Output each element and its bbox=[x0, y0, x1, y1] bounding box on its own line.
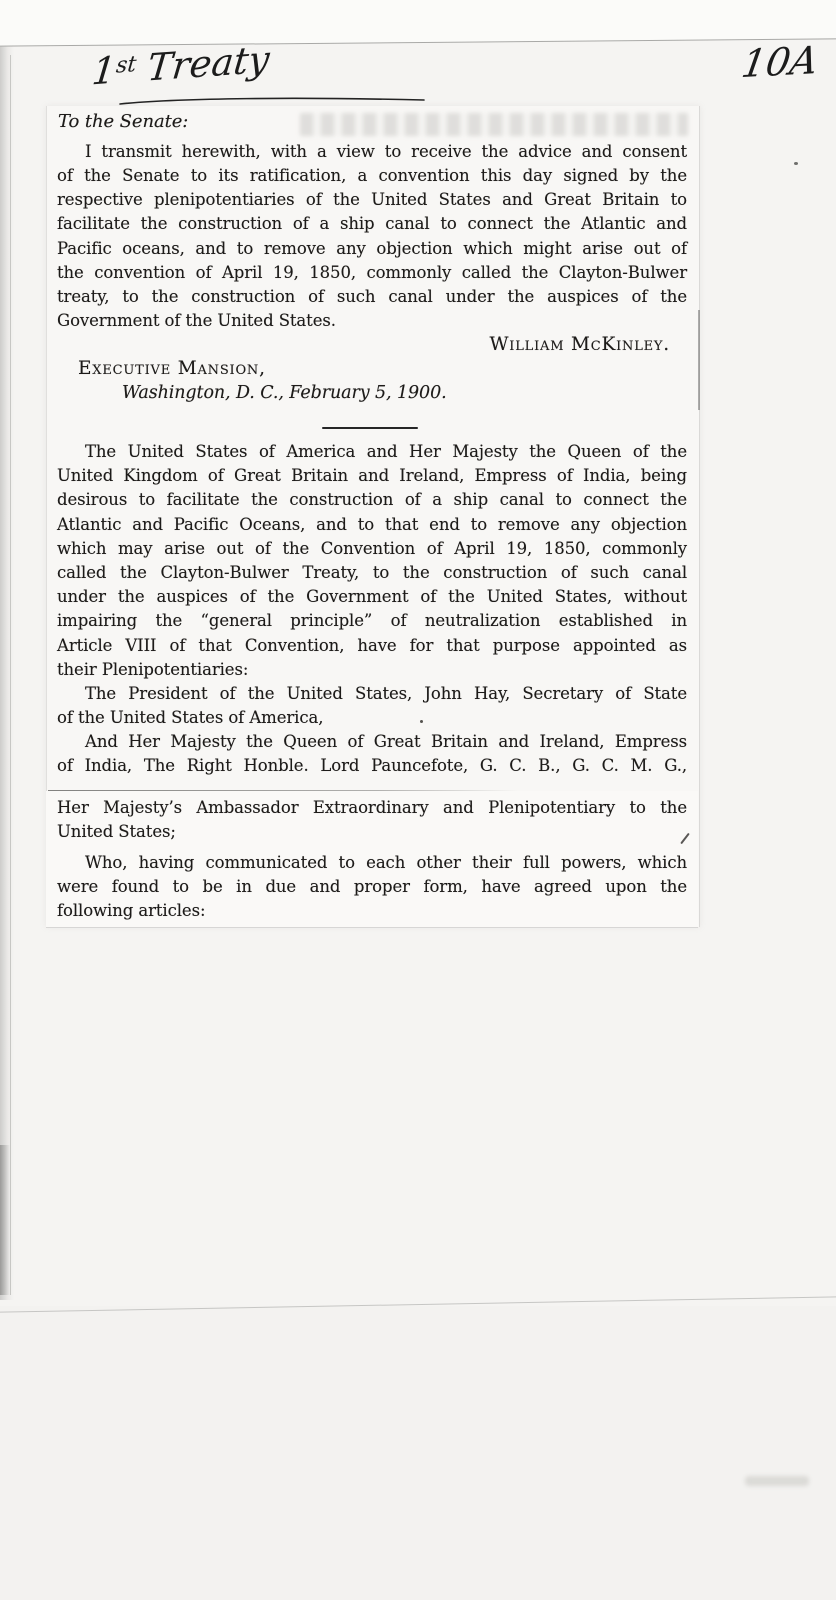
letter-line: respective plenipotentiaries of the United States and Great Britain to bbox=[57, 190, 687, 209]
signature: William McKinley. bbox=[489, 334, 670, 355]
letter-line: of the Senate to its ratification, a convention this day signed by the bbox=[57, 166, 687, 185]
treaty-line: under the auspices of the Government of the United States, without bbox=[57, 587, 687, 606]
overlapping-top-sheet bbox=[0, 0, 836, 47]
title-word: Treaty bbox=[145, 37, 272, 90]
treaty-line: Article VIII of that Convention, have for that purpose appointed as bbox=[57, 636, 687, 655]
treaty-line: of the United States of America, bbox=[57, 708, 324, 727]
faint-smudge bbox=[745, 1476, 809, 1486]
clipping-right-edge-shadow bbox=[698, 310, 700, 410]
treaty-line: were found to be in due and proper form, have agreed upon the bbox=[57, 877, 687, 896]
title-ordinal: st bbox=[114, 51, 138, 79]
page-left-shadow bbox=[0, 42, 14, 1300]
treaty-line: United States; bbox=[57, 822, 176, 841]
letter-line: the convention of April 19, 1850, commonly called the Clayton-Bulwer bbox=[57, 263, 687, 282]
letter-line: I transmit herewith, with a view to receive the advice and consent bbox=[85, 142, 687, 161]
page-left-edge-line bbox=[10, 55, 11, 1295]
place-line: Executive Mansion, bbox=[78, 358, 266, 379]
page-left-dark-edge bbox=[0, 1145, 10, 1295]
treaty-line: impairing the “general principle” of neutralization established in bbox=[57, 611, 687, 630]
treaty-line: desirous to facilitate the construction of a ship canal to connect the bbox=[57, 490, 687, 509]
treaty-line: And Her Majesty the Queen of Great Britain and Ireland, Empress bbox=[85, 732, 687, 751]
clipping-seam-line bbox=[48, 790, 518, 791]
date-line: Washington, D. C., February 5, 1900. bbox=[122, 383, 447, 403]
section-divider-rule bbox=[322, 427, 418, 429]
handwritten-underline-flourish bbox=[118, 94, 428, 108]
treaty-line: following articles: bbox=[57, 901, 206, 920]
letter-line: Pacific oceans, and to remove any objection which might arise out of bbox=[57, 239, 687, 258]
print-speck bbox=[420, 720, 423, 723]
salutation: To the Senate: bbox=[58, 111, 189, 132]
underlying-page bbox=[0, 1306, 836, 1600]
ink-bleed-through bbox=[300, 113, 688, 136]
treaty-line: which may arise out of the Convention of April 19, 1850, commonly bbox=[57, 539, 687, 558]
handwritten-catalog-mark: 10A bbox=[738, 37, 822, 87]
title-numeral: 1 bbox=[89, 48, 118, 94]
treaty-line: of India, The Right Honble. Lord Pauncefote, G. C. B., G. C. M. G., bbox=[57, 756, 687, 775]
treaty-line: Who, having communicated to each other their full powers, which bbox=[85, 853, 687, 872]
treaty-line: Atlantic and Pacific Oceans, and to that end to remove any objection bbox=[57, 515, 687, 534]
paper-speck bbox=[794, 162, 798, 165]
letter-line: treaty, to the construction of such canal under the auspices of the bbox=[57, 287, 687, 306]
letter-line: Government of the United States. bbox=[57, 311, 336, 330]
treaty-line: United Kingdom of Great Britain and Ireland, Empress of India, being bbox=[57, 466, 687, 485]
treaty-line: called the Clayton-Bulwer Treaty, to the construction of such canal bbox=[57, 563, 687, 582]
treaty-line: Her Majesty’s Ambassador Extraordinary and Plenipotentiary to the bbox=[57, 798, 687, 817]
letter-line: facilitate the construction of a ship canal to connect the Atlantic and bbox=[57, 214, 687, 233]
treaty-line: The President of the United States, John Hay, Secretary of State bbox=[85, 684, 687, 703]
treaty-line: their Plenipotentiaries: bbox=[57, 660, 249, 679]
treaty-line: The United States of America and Her Majesty the Queen of the bbox=[85, 442, 687, 461]
